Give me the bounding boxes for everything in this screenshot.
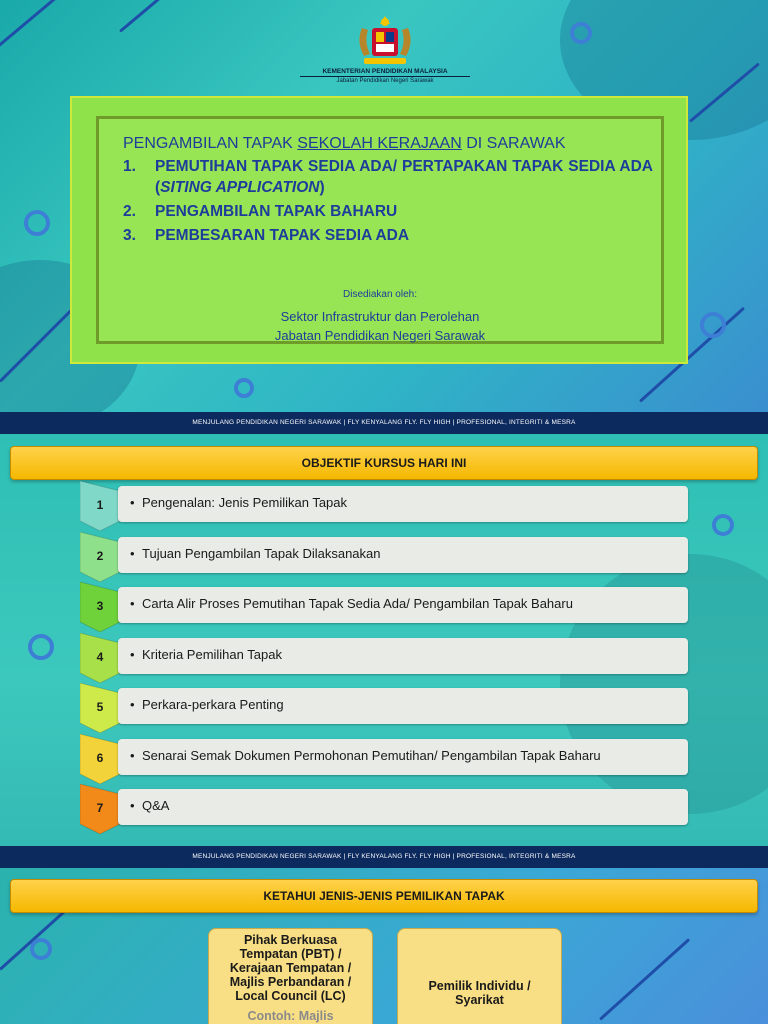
step-box [118, 789, 688, 825]
decor-ring [24, 210, 50, 236]
item-text: PEMBESARAN TAPAK SEDIA ADA [155, 227, 410, 244]
card-line: Tempatan (PBT) / [239, 947, 342, 961]
card-line: Syarikat [455, 993, 504, 1007]
step-chevron [80, 683, 120, 733]
step-number: 7 [96, 801, 104, 815]
step-number: 4 [96, 649, 104, 664]
step-chevron [80, 734, 120, 784]
objective-step [80, 537, 690, 575]
step-chevron [80, 532, 120, 582]
card-line: Local Council (LC) [235, 989, 346, 1003]
motto-bar: MENJULANG PENDIDIKAN NEGERI SARAWAK | FLY KENYALANG FLY. FLY HIGH | PROFESIONAL, INTEGRITI & MESRA [0, 412, 768, 434]
decor-ring [234, 378, 254, 398]
item-text [155, 156, 653, 198]
step-number: 5 [96, 700, 104, 714]
item-number: 2. [123, 203, 136, 220]
objective-step [80, 739, 690, 777]
motto-bar: MENJULANG PENDIDIKAN NEGERI SARAWAK | FLY KENYALANG FLY. FLY HIGH | PROFESIONAL, INTEGRITI & MESRA [0, 846, 768, 868]
step-chevron [80, 582, 120, 632]
title-item [123, 225, 653, 246]
step-box [118, 486, 688, 522]
objectives-header: OBJEKTIF KURSUS HARI INI [10, 446, 758, 480]
decor-ring [30, 938, 52, 960]
item-number: 1. [123, 158, 136, 175]
decor-line [119, 0, 243, 33]
ownership-card-individual [397, 928, 562, 1024]
step-number: 1 [96, 498, 104, 512]
decor-line [0, 0, 134, 63]
objective-step [80, 688, 690, 726]
step-box [118, 537, 688, 573]
item-text-part: ) [319, 179, 325, 196]
ownership-header: KETAHUI JENIS-JENIS PEMILIKAN TAPAK [10, 879, 758, 913]
slide-heading [123, 135, 653, 153]
step-text: Senarai Semak Dokumen Permohonan Pemutihan/ Pengambilan Tapak Baharu [142, 747, 601, 763]
ministry-name: KEMENTERIAN PENDIDIKAN MALAYSIA [300, 68, 470, 77]
ownership-slide [0, 868, 768, 1024]
sector-name: Sektor Infrastruktur dan Perolehan [280, 309, 480, 324]
step-box [118, 739, 688, 775]
decor-ring [570, 22, 592, 44]
step-text: Kriteria Pemilihan Tapak [142, 646, 282, 662]
step-chevron [80, 481, 120, 531]
objective-step [80, 789, 690, 827]
step-number: 6 [96, 750, 104, 765]
bullet-icon: • [130, 545, 135, 561]
step-number: 2 [96, 548, 104, 563]
card-example: Contoh: Majlis [247, 1009, 334, 1023]
heading-part: DI SARAWAK [461, 135, 566, 152]
bullet-icon: • [130, 747, 135, 763]
decor-ring [700, 312, 726, 338]
step-text: Q&A [142, 798, 170, 813]
title-box [70, 96, 688, 364]
step-text: Perkara-perkara Penting [142, 697, 284, 712]
prepared-by-org [99, 307, 661, 345]
title-text [123, 135, 653, 246]
title-item [123, 156, 653, 198]
card-line: Pemilik Individu / [428, 979, 531, 993]
heading-underlined: SEKOLAH KERAJAAN [297, 135, 462, 152]
item-italic: SITING APPLICATION [160, 179, 320, 196]
bullet-icon: • [130, 798, 135, 813]
step-box [118, 688, 688, 724]
bullet-icon: • [130, 596, 135, 611]
objectives-slide [0, 434, 768, 846]
title-box-inner [96, 116, 664, 344]
item-number: 3. [123, 227, 136, 244]
ministry-label [300, 68, 470, 84]
department-name: Jabatan Pendidikan Negeri Sarawak [274, 328, 486, 343]
decor-line [599, 938, 690, 1021]
decor-ring [712, 514, 734, 536]
step-number: 3 [96, 599, 104, 613]
card-line: Pihak Berkuasa [243, 933, 338, 947]
step-chevron [80, 784, 120, 834]
objective-step [80, 486, 690, 524]
department-name: Jabatan Pendidikan Negeri Sarawak [336, 78, 434, 84]
step-text: Tujuan Pengambilan Tapak Dilaksanakan [142, 545, 381, 561]
objective-step [80, 587, 690, 625]
item-text: PENGAMBILAN TAPAK BAHARU [155, 203, 398, 220]
step-text: Carta Alir Proses Pemutihan Tapak Sedia Ada/ Pengambilan Tapak Baharu [142, 596, 573, 611]
title-slide [0, 0, 768, 412]
malaysia-crest-icon [350, 14, 420, 66]
step-text: Pengenalan: Jenis Pemilikan Tapak [142, 495, 348, 510]
prepared-by-label: Disediakan oleh: [343, 289, 417, 300]
step-box [118, 638, 688, 674]
step-box [118, 587, 688, 623]
bullet-icon: • [130, 697, 135, 712]
heading-part: PENGAMBILAN TAPAK [123, 135, 298, 152]
card-line: Majlis Perbandaran / [229, 975, 352, 989]
step-chevron [80, 633, 120, 683]
title-item [123, 201, 653, 222]
card-line: Kerajaan Tempatan / [229, 961, 352, 975]
bullet-icon: • [130, 646, 135, 662]
ownership-card-local-authority [208, 928, 373, 1024]
prepared-by [99, 289, 661, 345]
decor-ring [28, 634, 54, 660]
item-text-part: PEMUTIHAN TAPAK SEDIA ADA/ PERTAPAKAN TAPAK SEDIA ADA ( [155, 158, 653, 196]
bullet-icon: • [130, 495, 135, 510]
objective-step [80, 638, 690, 676]
